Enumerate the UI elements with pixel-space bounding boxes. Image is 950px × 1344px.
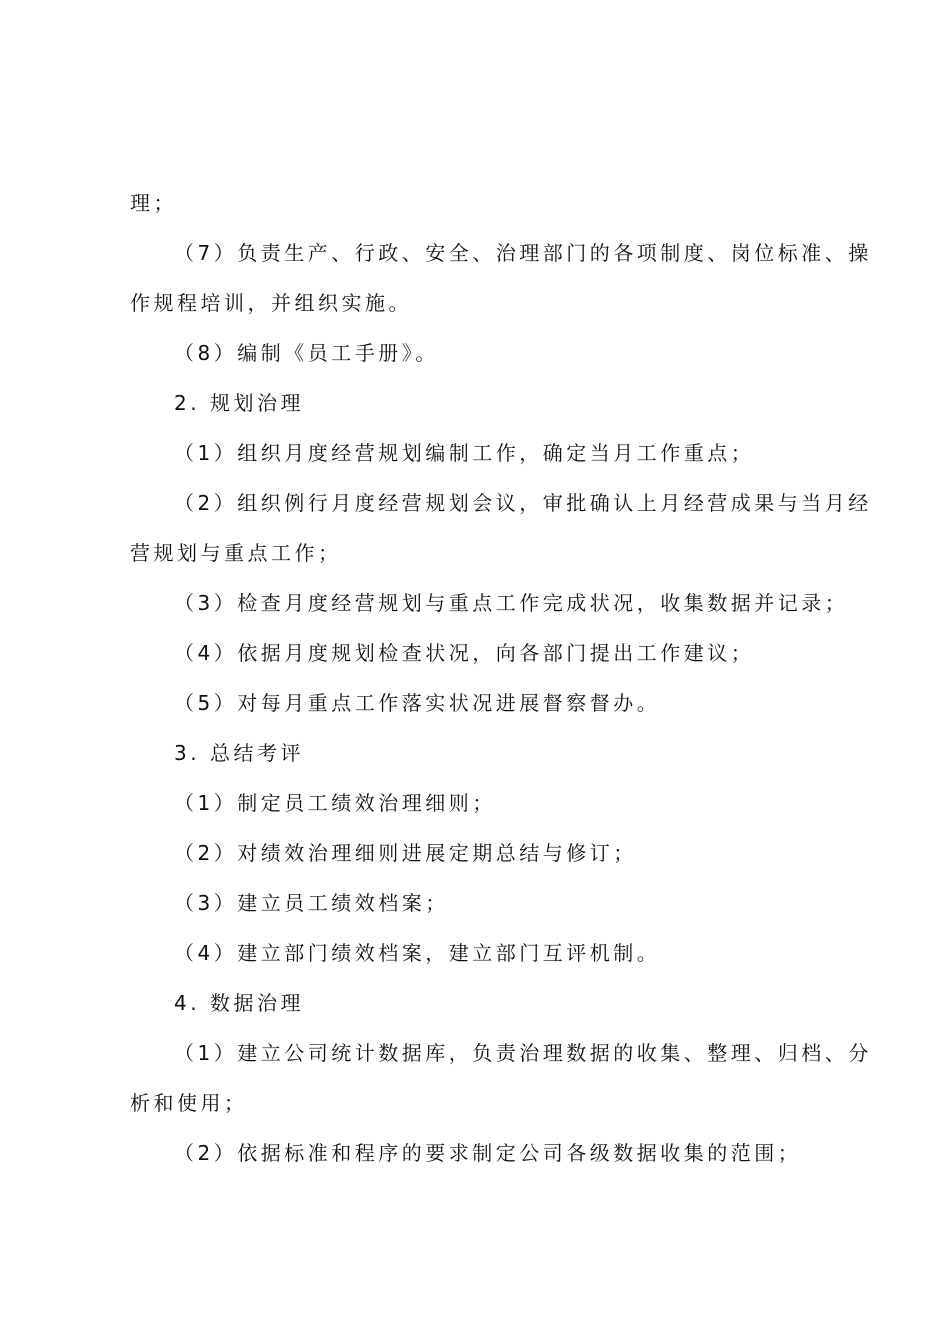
paragraph-line: （8）编制《员工手册》。 <box>174 341 439 365</box>
paragraph-line: （1）建立公司统计数据库，负责治理数据的收集、整理、归档、分 <box>174 1041 872 1065</box>
paragraph-line: 理； <box>130 191 177 215</box>
paragraph-line: （2）组织例行月度经营规划会议，审批确认上月经营成果与当月经 <box>174 491 872 515</box>
section-heading: 4. 数据治理 <box>174 991 304 1015</box>
section-heading: 3. 总结考评 <box>174 741 304 765</box>
paragraph-line: 作规程培训，并组织实施。 <box>130 291 412 315</box>
paragraph-line: （3）检查月度经营规划与重点工作完成状况，收集数据并记录； <box>174 591 849 615</box>
paragraph-line: （4）建立部门绩效档案，建立部门互评机制。 <box>174 941 661 965</box>
document-body <box>130 183 872 1183</box>
paragraph-line: （7）负责生产、行政、安全、治理部门的各项制度、岗位标准、操 <box>174 241 872 265</box>
section-heading: 2. 规划治理 <box>174 391 304 415</box>
paragraph-line: （5）对每月重点工作落实状况进展督察督办。 <box>174 691 661 715</box>
paragraph-line: （4）依据月度规划检查状况，向各部门提出工作建议； <box>174 641 755 665</box>
paragraph-line: （1）组织月度经营规划编制工作，确定当月工作重点； <box>174 441 755 465</box>
paragraph-line: 营规划与重点工作； <box>130 541 342 565</box>
paragraph-line: 析和使用； <box>130 1091 248 1115</box>
paragraph-line: （3）建立员工绩效档案； <box>174 891 449 915</box>
paragraph-line: （2）依据标准和程序的要求制定公司各级数据收集的范围； <box>174 1141 802 1165</box>
paragraph-line: （2）对绩效治理细则进展定期总结与修订； <box>174 841 637 865</box>
paragraph-line: （1）制定员工绩效治理细则； <box>174 791 496 815</box>
